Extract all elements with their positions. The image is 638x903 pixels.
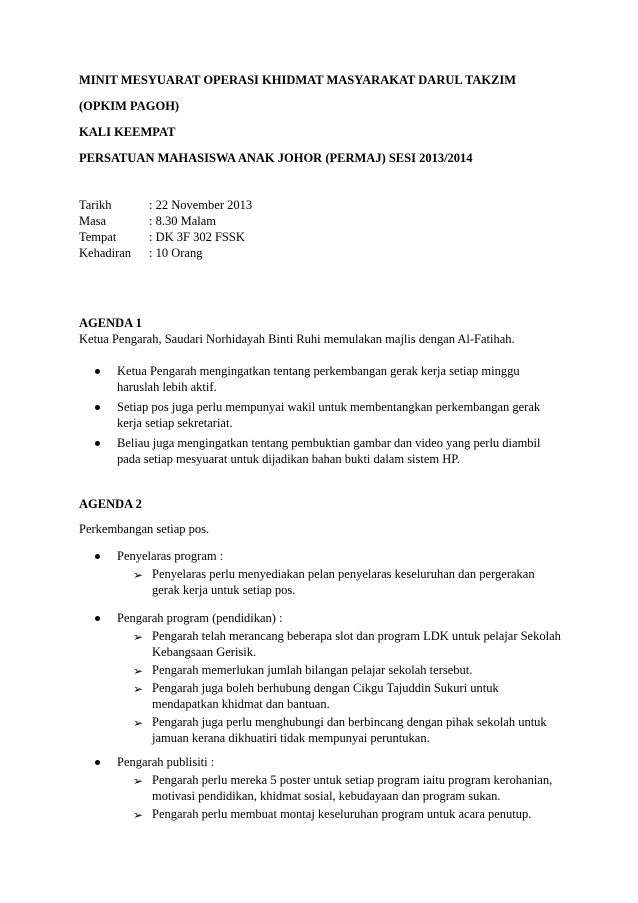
info-value: : 8.30 Malam: [149, 214, 217, 228]
arrow-bullet-icon: ➢: [133, 568, 144, 582]
agenda-2-title: AGENDA 2: [79, 497, 142, 511]
info-label: Tempat: [79, 230, 117, 244]
list-item: [95, 714, 565, 746]
item-text: Pengarah memerlukan jumlah bilangan pelajar sekolah tersebut.: [152, 663, 473, 677]
arrow-bullet-icon: ➢: [133, 774, 144, 788]
bullet-icon: [95, 369, 100, 374]
bullet-text: Beliau juga mengingatkan tentang pembuktian gambar dan video yang perlu diambil pada setiap mesyuarat untuk dijadikan bahan bukti dalam sistem HP.: [117, 436, 541, 466]
arrow-bullet-icon: ➢: [133, 716, 144, 730]
bullet-icon: [95, 554, 100, 559]
item-text: Pengarah juga boleh berhubung dengan Cikgu Tajuddin Sukuri untuk mendapatkan khidmat dan bantuan.: [152, 681, 499, 711]
bullet-icon: [95, 616, 100, 621]
list-item: [95, 772, 565, 804]
section-pengarah-publisiti: [95, 754, 565, 824]
bullet-icon: [95, 405, 100, 410]
info-value: : DK 3F 302 FSSK: [149, 230, 245, 244]
list-item: [95, 662, 565, 678]
section-penyelaras-program: [95, 548, 565, 600]
list-item: [95, 628, 565, 660]
agenda-1-bullets: [95, 363, 555, 471]
arrow-bullet-icon: ➢: [133, 630, 144, 644]
meeting-number: KALI KEEMPAT: [79, 125, 176, 139]
bullet-icon: [95, 760, 100, 765]
minutes-title: MINIT MESYUARAT OPERASI KHIDMAT MASYARAKAT DARUL TAKZIM: [79, 73, 517, 87]
list-item: [95, 435, 555, 467]
info-label: Tarikh: [79, 198, 112, 212]
section-heading: [95, 754, 565, 770]
list-item: [95, 566, 565, 598]
minutes-subtitle: (OPKIM PAGOH): [79, 99, 180, 113]
agenda-1-title: AGENDA 1: [79, 316, 142, 330]
arrow-bullet-icon: ➢: [133, 682, 144, 696]
section-heading: [95, 548, 565, 564]
arrow-bullet-icon: ➢: [133, 664, 144, 678]
agenda-2-intro: Perkembangan setiap pos.: [79, 522, 210, 536]
section-heading-text: Pengarah program (pendidikan) :: [117, 611, 283, 625]
list-item: [95, 806, 565, 822]
info-label: Kehadiran: [79, 246, 132, 260]
info-label: Masa: [79, 214, 107, 228]
organization-name: PERSATUAN MAHASISWA ANAK JOHOR (PERMAJ) SESI 2013/2014: [79, 151, 473, 165]
info-value: : 10 Orang: [149, 246, 203, 260]
section-items: [95, 628, 565, 746]
section-items: [95, 772, 565, 822]
bullet-icon: [95, 441, 100, 446]
list-item: [95, 680, 565, 712]
bullet-text: Setiap pos juga perlu mempunyai wakil untuk membentangkan perkembangan gerak kerja setiap sekretariat.: [117, 400, 541, 430]
section-heading-text: Penyelaras program :: [117, 549, 224, 563]
section-heading: [95, 610, 565, 626]
bullet-text: Ketua Pengarah mengingatkan tentang perkembangan gerak kerja setiap minggu haruslah lebih aktif.: [117, 364, 520, 394]
item-text: Pengarah telah merancang beberapa slot dan program LDK untuk pelajar Sekolah Kebangsaan Gerisik.: [152, 629, 561, 659]
agenda-1-intro: Ketua Pengarah, Saudari Norhidayah Binti Ruhi memulakan majlis dengan Al-Fatihah.: [79, 332, 515, 346]
arrow-bullet-icon: ➢: [133, 808, 144, 822]
section-pengarah-program: [95, 610, 565, 748]
list-item: [95, 399, 555, 431]
section-heading-text: Pengarah publisiti :: [117, 755, 215, 769]
item-text: Penyelaras perlu menyediakan pelan penyelaras keseluruhan dan pergerakan gerak kerja untuk setiap pos.: [152, 567, 535, 597]
list-item: [95, 363, 555, 395]
section-items: [95, 566, 565, 598]
item-text: Pengarah perlu mereka 5 poster untuk setiap program iaitu program kerohanian, motivasi pendidikan, khidmat sosial, kebudayaan dan program sukan.: [152, 773, 553, 803]
item-text: Pengarah perlu membuat montaj keseluruhan program untuk acara penutup.: [152, 807, 532, 821]
item-text: Pengarah juga perlu menghubungi dan berbincang dengan pihak sekolah untuk jamuan kerana dikhuatiri tidak mempunyai peruntukan.: [152, 715, 547, 745]
info-value: : 22 November 2013: [149, 198, 253, 212]
